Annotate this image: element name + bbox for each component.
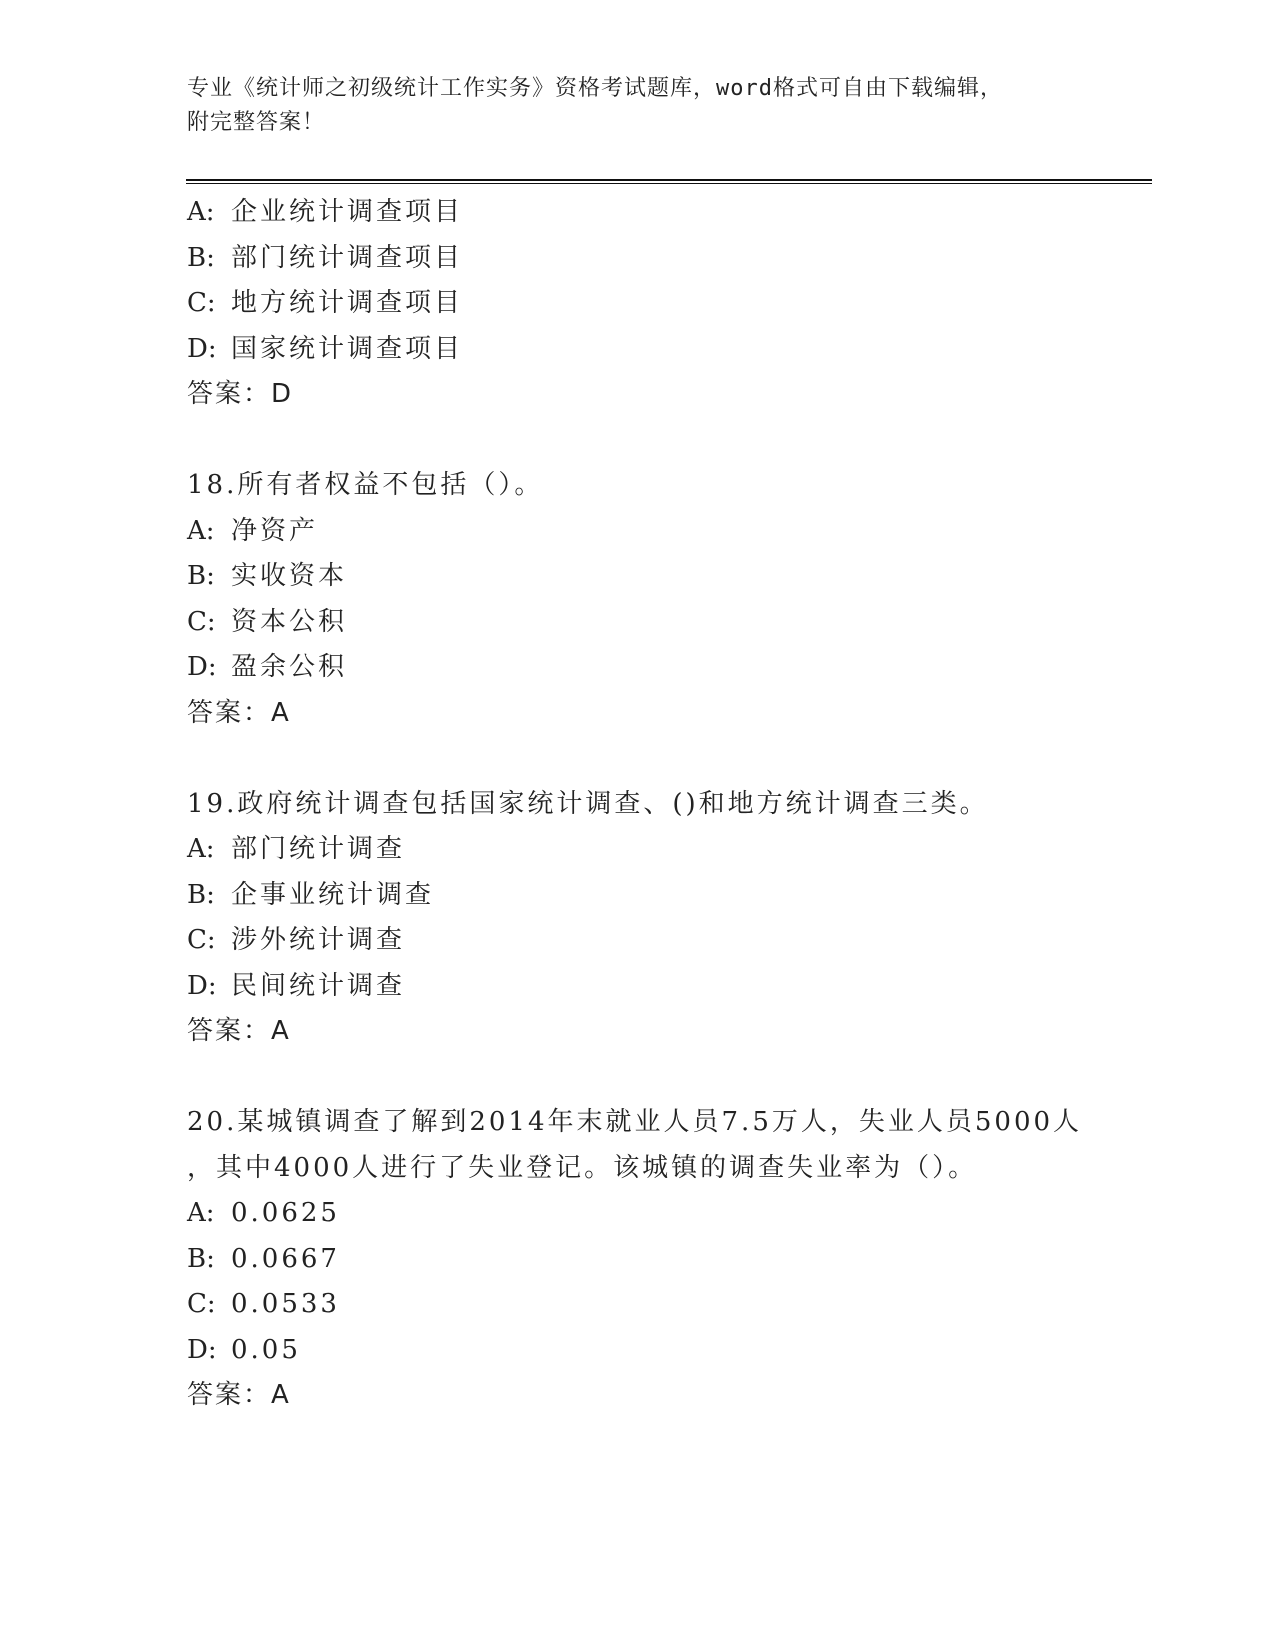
question-list xyxy=(187,190,1107,1419)
option-a xyxy=(187,827,1107,873)
spacer xyxy=(187,1055,1107,1101)
answer: 答案：A xyxy=(187,697,291,728)
option-text: 涉外统计调查 xyxy=(231,925,406,955)
option-a xyxy=(187,509,1107,555)
option-b xyxy=(187,236,1107,282)
answer: 答案：A xyxy=(187,1016,291,1046)
option-b xyxy=(187,554,1107,600)
question-text: 19.政府统计调查包括国家统计调查、()和地方统计调查三类。 xyxy=(187,788,989,819)
option-text: 地方统计调查项目 xyxy=(231,288,464,318)
option-c xyxy=(187,281,1107,327)
option-label: D: xyxy=(187,970,217,1001)
option-label: D: xyxy=(187,652,217,682)
option-b xyxy=(187,1237,1107,1283)
option-d xyxy=(187,964,1107,1010)
option-text: 部门统计调查 xyxy=(231,834,406,864)
option-label: A: xyxy=(187,1198,215,1228)
question-17 xyxy=(187,190,1107,418)
option-text: 企业统计调查项目 xyxy=(231,197,464,227)
option-text: 部门统计调查项目 xyxy=(231,242,464,273)
option-a xyxy=(187,190,1107,236)
option-label: D: xyxy=(187,333,217,364)
option-a xyxy=(187,1191,1107,1237)
option-text: 净资产 xyxy=(231,515,319,546)
option-c xyxy=(187,600,1107,646)
option-text: 企事业统计调查 xyxy=(231,879,435,910)
option-text: 0.0533 xyxy=(231,1289,340,1319)
option-b xyxy=(187,873,1107,919)
spacer xyxy=(187,418,1107,464)
option-c xyxy=(187,918,1107,964)
option-d xyxy=(187,645,1107,691)
option-text: 0.05 xyxy=(231,1334,301,1365)
option-text: 盈余公积 xyxy=(231,652,348,682)
option-text: 资本公积 xyxy=(231,606,348,637)
answer: 答案：A xyxy=(187,1380,291,1410)
option-label: C: xyxy=(187,288,216,318)
option-text: 0.0625 xyxy=(231,1198,340,1228)
question-text: 18.所有者权益不包括（）。 xyxy=(187,470,544,500)
header-line-2: 附完整答案！ xyxy=(187,110,326,135)
option-label: C: xyxy=(187,1289,216,1319)
option-label: C: xyxy=(187,925,216,955)
document-header xyxy=(187,72,1087,140)
answer: 答案：D xyxy=(187,379,294,409)
option-text: 国家统计调查项目 xyxy=(231,333,464,364)
option-label: C: xyxy=(187,606,216,637)
option-text: 实收资本 xyxy=(231,561,348,591)
option-label: A: xyxy=(187,515,215,546)
header-divider-thin xyxy=(186,183,1152,184)
option-label: B: xyxy=(187,242,215,273)
question-20 xyxy=(187,1100,1107,1419)
option-label: B: xyxy=(187,879,215,910)
question-19 xyxy=(187,782,1107,1055)
question-text-line-2: ，其中4000人进行了失业登记。该城镇的调查失业率为（）。 xyxy=(187,1152,978,1183)
option-text: 民间统计调查 xyxy=(231,970,406,1001)
option-d xyxy=(187,1328,1107,1374)
option-c xyxy=(187,1282,1107,1328)
option-label: A: xyxy=(187,197,215,227)
option-label: B: xyxy=(187,561,215,591)
option-label: B: xyxy=(187,1243,215,1274)
spacer xyxy=(187,736,1107,782)
option-text: 0.0667 xyxy=(231,1243,340,1274)
option-label: A: xyxy=(187,834,215,864)
header-line-1: 专业《统计师之初级统计工作实务》资格考试题库，word格式可自由下载编辑， xyxy=(187,76,1003,101)
option-d xyxy=(187,327,1107,373)
option-label: D: xyxy=(187,1334,217,1365)
question-text-line-1: 20.某城镇调查了解到2014年末就业人员7.5万人，失业人员5000人 xyxy=(187,1107,1083,1137)
question-18 xyxy=(187,463,1107,736)
header-divider-thick xyxy=(186,179,1152,181)
